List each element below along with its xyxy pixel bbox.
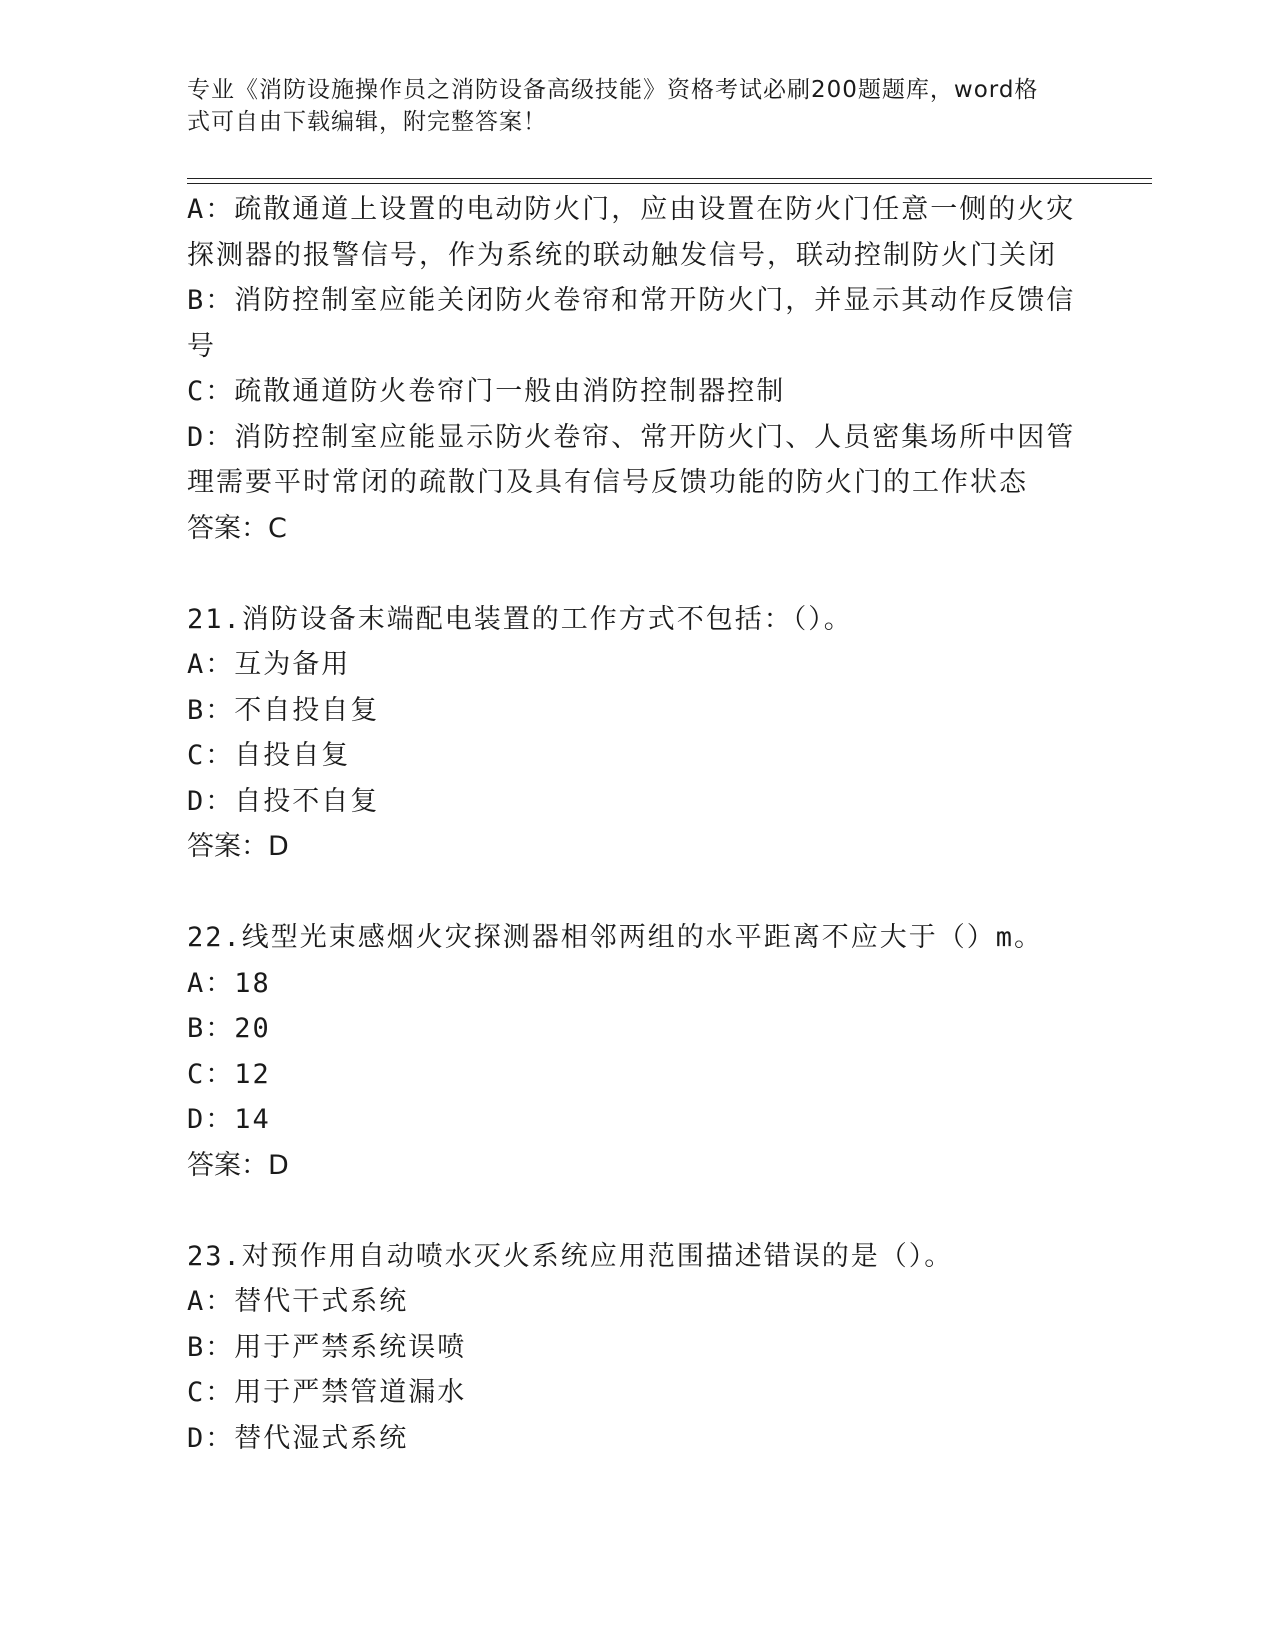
header-line-1: 专业《消防设施操作员之消防设备高级技能》资格考试必刷200题题库，word格	[187, 77, 1039, 103]
option-d: D：自投不自复	[187, 785, 380, 817]
option-b: B：用于严禁系统误喷	[187, 1331, 467, 1363]
question-21	[187, 597, 1087, 870]
question-list	[187, 187, 1087, 1461]
header-divider-bottom	[187, 183, 1152, 184]
question-text: 21.消防设备末端配电装置的工作方式不包括：（）。	[187, 603, 853, 635]
header-divider-top	[187, 178, 1152, 179]
option-d: D：14	[187, 1104, 271, 1135]
option-b-line-2: 号	[187, 330, 216, 362]
option-d-line-1: D：消防控制室应能显示防火卷帘、常开防火门、人员密集场所中因管	[187, 421, 1076, 453]
answer-line: 答案：D	[187, 831, 289, 862]
option-a: A：互为备用	[187, 649, 351, 680]
option-b: B：不自投自复	[187, 694, 380, 726]
option-d-line-2: 理需要平时常闭的疏散门及具有信号反馈功能的防火门的工作状态	[187, 467, 1028, 498]
spacer	[187, 1188, 1087, 1234]
option-c: C：自投自复	[187, 740, 351, 771]
spacer	[187, 870, 1087, 916]
question-23	[187, 1234, 1087, 1462]
question-text: 23.对预作用自动喷水灭火系统应用范围描述错误的是（）。	[187, 1240, 954, 1272]
spacer	[187, 551, 1087, 597]
option-c: C：12	[187, 1058, 271, 1090]
option-a-line-1: A：疏散通道上设置的电动防火门，应由设置在防火门任意一侧的火灾	[187, 194, 1076, 225]
header-line-2: 式可自由下载编辑，附完整答案！	[187, 109, 547, 135]
answer-line: 答案：C	[187, 512, 287, 544]
previous-question-options	[187, 187, 1087, 551]
option-b: B：20	[187, 1013, 271, 1044]
answer-line: 答案：D	[187, 1149, 289, 1181]
question-text: 22.线型光束感烟火灾探测器相邻两组的水平距离不应大于（）m。	[187, 922, 1044, 953]
option-c: C：疏散通道防火卷帘门一般由消防控制器控制	[187, 376, 786, 407]
question-22	[187, 915, 1087, 1188]
option-c: C：用于严禁管道漏水	[187, 1377, 467, 1408]
option-b-line-1: B：消防控制室应能关闭防火卷帘和常开防火门，并显示其动作反馈信	[187, 285, 1076, 316]
option-a-line-2: 探测器的报警信号，作为系统的联动触发信号，联动控制防火门关闭	[187, 239, 1057, 271]
option-a: A：替代干式系统	[187, 1286, 409, 1317]
option-a: A：18	[187, 967, 271, 999]
document-header	[187, 74, 1067, 138]
option-d: D：替代湿式系统	[187, 1422, 409, 1454]
